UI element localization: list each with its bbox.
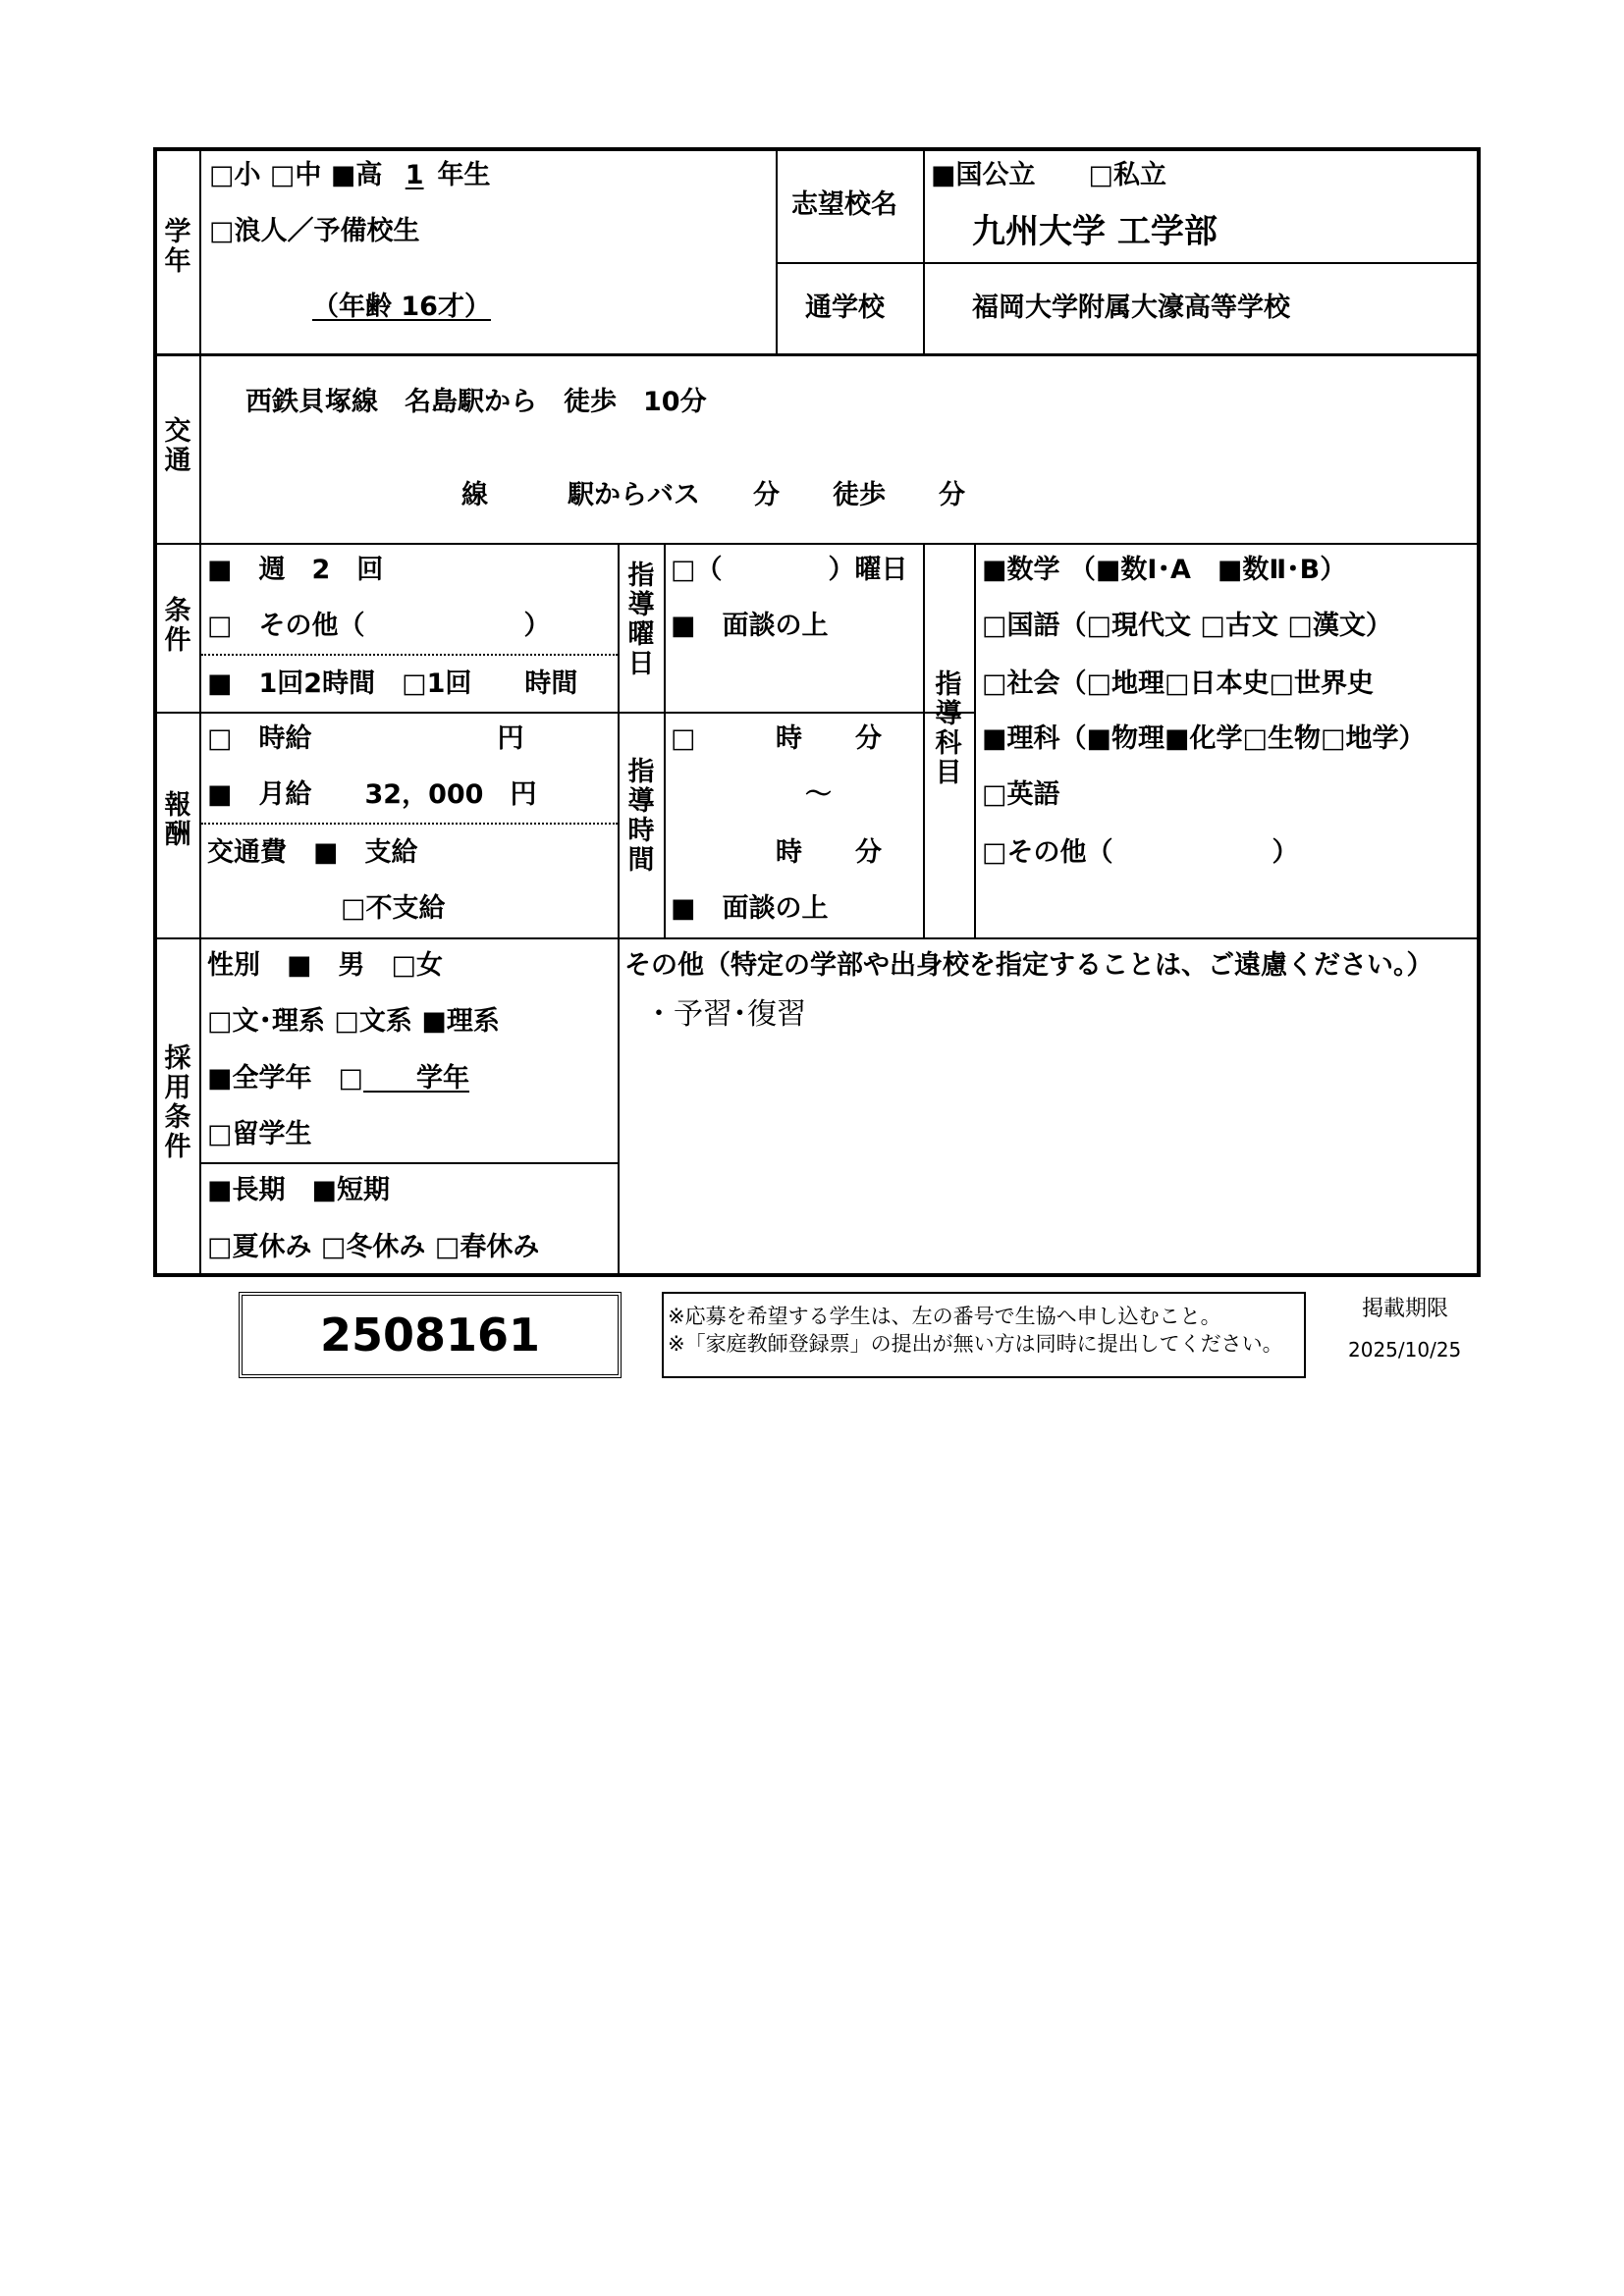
listing-number: 2508161 [319,1308,541,1362]
grade-number: 1 [405,160,424,190]
col-sep-school-label-left [776,147,778,355]
notice-line2: ※「家庭教師登録票」の提出が無い方は同時に提出してください。 [668,1332,1283,1356]
target-school-name: 九州大学 工学部 [972,212,1218,251]
pay-line4: □不支給 [341,893,446,924]
label-subjects: 指 導 科 目 [935,669,962,788]
time-line1-range: 時 分 [776,723,882,754]
subject-math: ■数学 （■数Ⅰ･A ■数Ⅱ･B） [982,555,1347,585]
notice-line1: ※応募を希望する学生は、左の番号で生協へ申し込むこと。 [668,1305,1221,1328]
row-sep-transport [153,543,1481,545]
label-pay: 報 酬 [164,790,191,850]
conditions-line2: □ その他（ ） [207,611,551,641]
col-sep-day-time-left [618,543,620,1275]
transport-line1: 西鉄貝塚線 名島駅から 徒歩 10分 [245,387,707,417]
table-right-border [1477,147,1481,1277]
time-line4: ■ 面談の上 [671,893,829,924]
table-top-border [153,147,1481,151]
grade-line2: □浪人／予備校生 [209,216,420,246]
hiring-stream: □文･理系 □文系 ■理系 [207,1006,500,1037]
pay-line2: ■ 月給 32，000 円 [207,779,537,810]
conditions-line1: ■ 週 2 回 [207,555,384,585]
col-sep-day-time-right [664,543,666,939]
target-school-label: 志望校名 [791,189,897,220]
col-sep-subjects-right [974,543,976,939]
current-school-label: 通学校 [805,293,885,323]
day-line1: □（ ）曜日 [671,555,908,585]
hiring-term: ■長期 ■短期 [207,1175,391,1205]
label-conditions: 条 件 [164,596,191,656]
hiring-intl: □留学生 [207,1119,312,1149]
row-sep-pay [153,937,1481,939]
dotted-sep-pay [201,823,618,825]
label-hiring: 採 用 条 件 [164,1043,191,1162]
hiring-holiday: □夏休み □冬休み □春休み [207,1232,540,1262]
conditions-line3: ■ 1回2時間 □1回 時間 [207,668,578,699]
hiring-year-blank: 学年 [363,1063,470,1094]
expiry-label: 掲載期限 [1362,1297,1449,1321]
col-sep-labels [199,147,201,1275]
grade-age: （年齢 16才） [312,292,491,322]
grade-line1: □小 □中 ■高 1 年生 [209,160,491,190]
expiry-date: 2025/10/25 [1348,1338,1462,1362]
col-sep-school-label-right [923,147,925,355]
label-transport: 交 通 [164,416,191,476]
time-line1-check: □ [671,723,696,754]
day-line2: ■ 面談の上 [671,611,829,641]
hiring-year: ■全学年 □ 学年 [207,1063,470,1094]
label-day: 指 導 曜 日 [627,561,655,679]
table-bottom-border [153,1273,1481,1277]
subject-science: ■理科（■物理■化学□生物□地学） [982,723,1426,754]
col-sep-subjects-left [923,543,925,939]
row-sep-hiring-term [199,1162,620,1164]
subject-japanese: □国語（□現代文 □古文 □漢文） [982,611,1392,641]
label-time: 指 導 時 間 [627,757,655,876]
target-school-type: ■国公立 □私立 [931,160,1167,190]
row-sep-school [776,262,1481,264]
row-sep-conditions [153,712,976,714]
transport-line2: 線 駅からバス 分 徒歩 分 [461,480,965,510]
time-line2: ～ [805,779,832,810]
dotted-sep-conditions [201,654,618,656]
other-label: その他（特定の学部や出身校を指定することは、ご遠慮ください。） [624,950,1434,981]
grade-suffix: 年生 [437,160,491,190]
other-content: ・予習･復習 [644,997,806,1032]
subject-other: □その他（ ） [982,837,1299,868]
label-grade: 学 年 [164,217,191,277]
subject-english: □英語 [982,779,1060,810]
pay-line3: 交通費 ■ 支給 [207,837,418,868]
row-sep-grade [153,353,1481,356]
hiring-gender: 性別 ■ 男 □女 [207,950,444,981]
subject-social: □社会（□地理□日本史□世界史 [982,668,1375,699]
time-line3: 時 分 [776,837,882,868]
current-school-name: 福岡大学附属大濠高等学校 [972,293,1290,323]
pay-line1: □ 時給 円 [207,723,524,754]
